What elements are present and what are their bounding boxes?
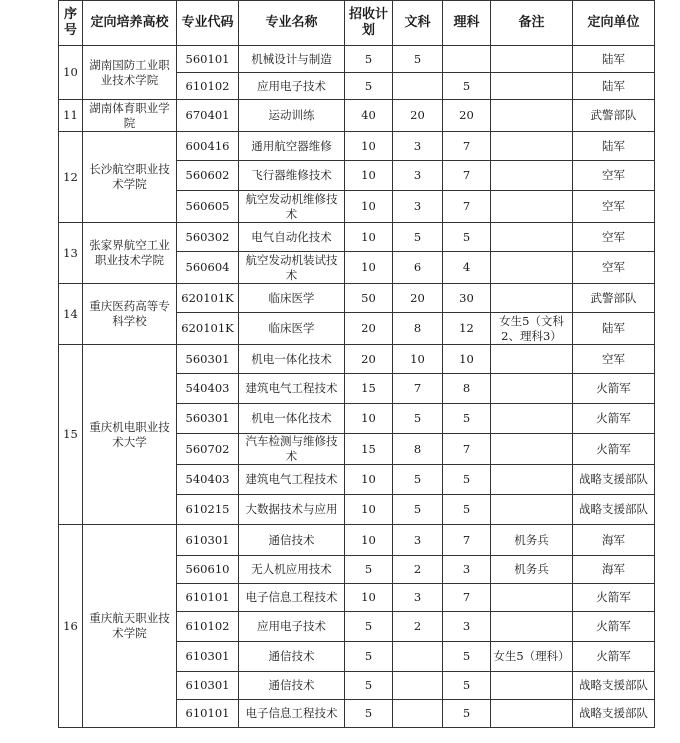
cell-code: 610101 bbox=[177, 584, 239, 612]
cell-note bbox=[491, 374, 573, 404]
cell-major-name: 无人机应用技术 bbox=[239, 556, 345, 584]
cell-science: 20 bbox=[443, 100, 491, 132]
group-number: 10 bbox=[59, 46, 83, 100]
cell-plan: 15 bbox=[345, 434, 393, 465]
cell-major-name: 运动训练 bbox=[239, 100, 345, 132]
cell-code: 600416 bbox=[177, 132, 239, 161]
cell-code: 560101 bbox=[177, 46, 239, 73]
cell-unit: 空军 bbox=[573, 345, 655, 374]
header-plan: 招收计划 bbox=[345, 1, 393, 46]
cell-science: 8 bbox=[443, 374, 491, 404]
cell-science: 5 bbox=[443, 404, 491, 434]
header-school: 定向培养高校 bbox=[83, 1, 177, 46]
cell-arts: 7 bbox=[393, 374, 443, 404]
cell-note bbox=[491, 191, 573, 223]
cell-plan: 10 bbox=[345, 525, 393, 556]
cell-arts: 3 bbox=[393, 584, 443, 612]
cell-code: 560610 bbox=[177, 556, 239, 584]
cell-arts bbox=[393, 73, 443, 100]
cell-code: 560302 bbox=[177, 223, 239, 252]
cell-arts: 5 bbox=[393, 404, 443, 434]
cell-unit: 武警部队 bbox=[573, 100, 655, 132]
cell-unit: 陆军 bbox=[573, 46, 655, 73]
cell-plan: 10 bbox=[345, 252, 393, 284]
cell-plan: 10 bbox=[345, 465, 393, 495]
header-arts: 文科 bbox=[393, 1, 443, 46]
header-no: 序号 bbox=[59, 1, 83, 46]
cell-science: 5 bbox=[443, 73, 491, 100]
cell-arts: 2 bbox=[393, 612, 443, 642]
school-name: 重庆航天职业技术学院 bbox=[83, 525, 177, 728]
cell-code: 610301 bbox=[177, 642, 239, 672]
cell-plan: 5 bbox=[345, 556, 393, 584]
cell-major-name: 通用航空器维修 bbox=[239, 132, 345, 161]
cell-arts bbox=[393, 700, 443, 728]
cell-science: 7 bbox=[443, 161, 491, 191]
cell-plan: 5 bbox=[345, 73, 393, 100]
cell-major-name: 电子信息工程技术 bbox=[239, 700, 345, 728]
cell-major-name: 机械设计与制造 bbox=[239, 46, 345, 73]
cell-note bbox=[491, 73, 573, 100]
cell-major-name: 建筑电气工程技术 bbox=[239, 465, 345, 495]
cell-unit: 空军 bbox=[573, 191, 655, 223]
header-science: 理科 bbox=[443, 1, 491, 46]
cell-code: 560605 bbox=[177, 191, 239, 223]
cell-unit: 战略支援部队 bbox=[573, 700, 655, 728]
cell-science: 5 bbox=[443, 223, 491, 252]
cell-note bbox=[491, 612, 573, 642]
cell-science: 7 bbox=[443, 525, 491, 556]
cell-plan: 10 bbox=[345, 495, 393, 525]
cell-science: 4 bbox=[443, 252, 491, 284]
table-row bbox=[59, 345, 655, 374]
table-row bbox=[59, 100, 655, 132]
cell-unit: 战略支援部队 bbox=[573, 465, 655, 495]
cell-note bbox=[491, 132, 573, 161]
cell-major-name: 应用电子技术 bbox=[239, 73, 345, 100]
school-name: 重庆医药高等专科学校 bbox=[83, 284, 177, 345]
cell-unit: 火箭军 bbox=[573, 434, 655, 465]
cell-major-name: 机电一体化技术 bbox=[239, 404, 345, 434]
cell-science bbox=[443, 46, 491, 73]
cell-note: 机务兵 bbox=[491, 556, 573, 584]
cell-note bbox=[491, 284, 573, 313]
group-number: 12 bbox=[59, 132, 83, 223]
cell-note bbox=[491, 672, 573, 700]
cell-science: 5 bbox=[443, 642, 491, 672]
header-row bbox=[59, 1, 655, 46]
cell-code: 670401 bbox=[177, 100, 239, 132]
cell-code: 560702 bbox=[177, 434, 239, 465]
cell-note bbox=[491, 434, 573, 465]
cell-plan: 5 bbox=[345, 700, 393, 728]
cell-unit: 火箭军 bbox=[573, 374, 655, 404]
cell-plan: 10 bbox=[345, 584, 393, 612]
cell-plan: 50 bbox=[345, 284, 393, 313]
cell-note bbox=[491, 252, 573, 284]
cell-note bbox=[491, 161, 573, 191]
table-body bbox=[59, 46, 655, 728]
cell-science: 12 bbox=[443, 313, 491, 345]
cell-code: 610215 bbox=[177, 495, 239, 525]
cell-code: 560301 bbox=[177, 404, 239, 434]
cell-major-name: 建筑电气工程技术 bbox=[239, 374, 345, 404]
cell-major-name: 航空发动机装试技术 bbox=[239, 252, 345, 284]
enrollment-table bbox=[58, 0, 655, 728]
cell-code: 560604 bbox=[177, 252, 239, 284]
cell-major-name: 机电一体化技术 bbox=[239, 345, 345, 374]
cell-code: 610102 bbox=[177, 73, 239, 100]
table-row bbox=[59, 223, 655, 252]
cell-unit: 空军 bbox=[573, 161, 655, 191]
cell-science: 10 bbox=[443, 345, 491, 374]
cell-plan: 10 bbox=[345, 132, 393, 161]
cell-note bbox=[491, 46, 573, 73]
cell-major-name: 电气自动化技术 bbox=[239, 223, 345, 252]
cell-arts: 20 bbox=[393, 284, 443, 313]
cell-major-name: 飞行器维修技术 bbox=[239, 161, 345, 191]
cell-science: 7 bbox=[443, 191, 491, 223]
header-unit: 定向单位 bbox=[573, 1, 655, 46]
cell-arts: 20 bbox=[393, 100, 443, 132]
cell-plan: 5 bbox=[345, 46, 393, 73]
cell-arts bbox=[393, 672, 443, 700]
cell-plan: 5 bbox=[345, 672, 393, 700]
cell-major-name: 通信技术 bbox=[239, 525, 345, 556]
cell-arts: 3 bbox=[393, 191, 443, 223]
cell-code: 620101K bbox=[177, 313, 239, 345]
cell-unit: 陆军 bbox=[573, 132, 655, 161]
cell-plan: 20 bbox=[345, 313, 393, 345]
cell-science: 5 bbox=[443, 495, 491, 525]
group-number: 13 bbox=[59, 223, 83, 284]
cell-unit: 火箭军 bbox=[573, 612, 655, 642]
cell-note bbox=[491, 700, 573, 728]
cell-note: 机务兵 bbox=[491, 525, 573, 556]
cell-code: 620101K bbox=[177, 284, 239, 313]
table-row bbox=[59, 284, 655, 313]
cell-code: 560301 bbox=[177, 345, 239, 374]
cell-arts: 8 bbox=[393, 434, 443, 465]
cell-arts: 3 bbox=[393, 525, 443, 556]
header-major: 专业名称 bbox=[239, 1, 345, 46]
cell-arts: 5 bbox=[393, 223, 443, 252]
cell-arts bbox=[393, 642, 443, 672]
cell-major-name: 应用电子技术 bbox=[239, 612, 345, 642]
cell-unit: 陆军 bbox=[573, 73, 655, 100]
group-number: 16 bbox=[59, 525, 83, 728]
cell-arts: 8 bbox=[393, 313, 443, 345]
cell-arts: 6 bbox=[393, 252, 443, 284]
cell-code: 610301 bbox=[177, 525, 239, 556]
cell-plan: 40 bbox=[345, 100, 393, 132]
group-number: 15 bbox=[59, 345, 83, 525]
cell-unit: 空军 bbox=[573, 252, 655, 284]
cell-note bbox=[491, 223, 573, 252]
cell-plan: 10 bbox=[345, 404, 393, 434]
cell-note bbox=[491, 100, 573, 132]
cell-unit: 战略支援部队 bbox=[573, 495, 655, 525]
table-row bbox=[59, 525, 655, 556]
cell-code: 540403 bbox=[177, 374, 239, 404]
cell-arts: 5 bbox=[393, 465, 443, 495]
cell-major-name: 临床医学 bbox=[239, 313, 345, 345]
cell-major-name: 电子信息工程技术 bbox=[239, 584, 345, 612]
cell-unit: 火箭军 bbox=[573, 642, 655, 672]
cell-arts: 5 bbox=[393, 495, 443, 525]
cell-science: 30 bbox=[443, 284, 491, 313]
cell-science: 3 bbox=[443, 612, 491, 642]
cell-major-name: 通信技术 bbox=[239, 672, 345, 700]
cell-arts: 3 bbox=[393, 132, 443, 161]
cell-unit: 火箭军 bbox=[573, 404, 655, 434]
cell-note bbox=[491, 345, 573, 374]
header-note: 备注 bbox=[491, 1, 573, 46]
cell-note: 女生5（理科） bbox=[491, 642, 573, 672]
cell-code: 540403 bbox=[177, 465, 239, 495]
cell-science: 7 bbox=[443, 132, 491, 161]
cell-arts: 3 bbox=[393, 161, 443, 191]
cell-unit: 武警部队 bbox=[573, 284, 655, 313]
cell-plan: 5 bbox=[345, 612, 393, 642]
header-code: 专业代码 bbox=[177, 1, 239, 46]
cell-major-name: 大数据技术与应用 bbox=[239, 495, 345, 525]
cell-plan: 20 bbox=[345, 345, 393, 374]
cell-unit: 战略支援部队 bbox=[573, 672, 655, 700]
cell-note bbox=[491, 495, 573, 525]
cell-plan: 10 bbox=[345, 191, 393, 223]
cell-note bbox=[491, 404, 573, 434]
cell-plan: 10 bbox=[345, 161, 393, 191]
cell-science: 5 bbox=[443, 700, 491, 728]
cell-major-name: 汽车检测与维修技术 bbox=[239, 434, 345, 465]
cell-arts: 10 bbox=[393, 345, 443, 374]
cell-science: 5 bbox=[443, 465, 491, 495]
cell-unit: 陆军 bbox=[573, 313, 655, 345]
cell-major-name: 通信技术 bbox=[239, 642, 345, 672]
cell-arts: 2 bbox=[393, 556, 443, 584]
school-name: 长沙航空职业技术学院 bbox=[83, 132, 177, 223]
cell-unit: 空军 bbox=[573, 223, 655, 252]
table-row bbox=[59, 132, 655, 161]
cell-note: 女生5（文科2、理科3） bbox=[491, 313, 573, 345]
cell-arts: 5 bbox=[393, 46, 443, 73]
cell-unit: 海军 bbox=[573, 556, 655, 584]
cell-code: 560602 bbox=[177, 161, 239, 191]
cell-plan: 15 bbox=[345, 374, 393, 404]
cell-note bbox=[491, 465, 573, 495]
cell-plan: 10 bbox=[345, 223, 393, 252]
cell-science: 7 bbox=[443, 584, 491, 612]
cell-major-name: 临床医学 bbox=[239, 284, 345, 313]
school-name: 重庆机电职业技术大学 bbox=[83, 345, 177, 525]
group-number: 11 bbox=[59, 100, 83, 132]
cell-unit: 火箭军 bbox=[573, 584, 655, 612]
school-name: 湖南体育职业学院 bbox=[83, 100, 177, 132]
school-name: 湖南国防工业职业技术学院 bbox=[83, 46, 177, 100]
cell-major-name: 航空发动机维修技术 bbox=[239, 191, 345, 223]
cell-code: 610102 bbox=[177, 612, 239, 642]
cell-unit: 海军 bbox=[573, 525, 655, 556]
cell-science: 5 bbox=[443, 672, 491, 700]
cell-science: 7 bbox=[443, 434, 491, 465]
cell-plan: 5 bbox=[345, 642, 393, 672]
cell-code: 610101 bbox=[177, 700, 239, 728]
school-name: 张家界航空工业职业技术学院 bbox=[83, 223, 177, 284]
cell-code: 610301 bbox=[177, 672, 239, 700]
group-number: 14 bbox=[59, 284, 83, 345]
table-row bbox=[59, 46, 655, 73]
cell-note bbox=[491, 584, 573, 612]
cell-science: 3 bbox=[443, 556, 491, 584]
